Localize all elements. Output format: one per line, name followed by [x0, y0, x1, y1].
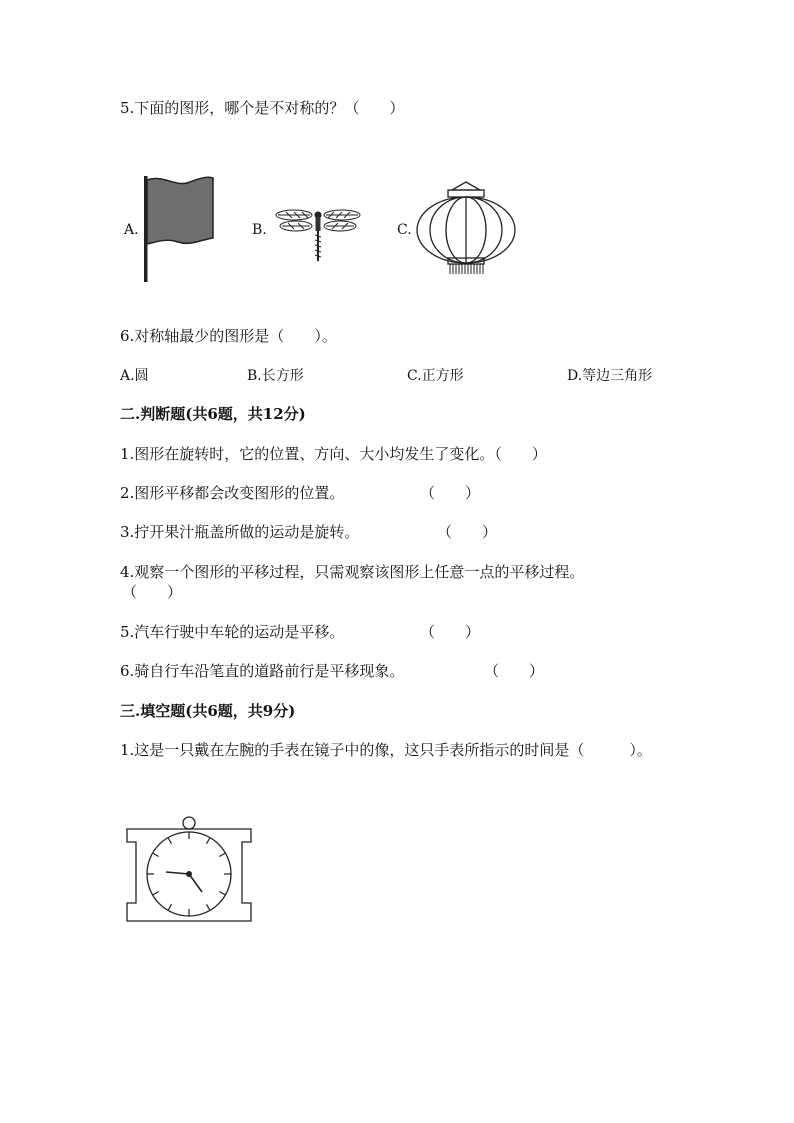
clock-tick [168, 904, 172, 910]
clock-tick [168, 838, 172, 844]
section2-heading: 二.判断题(共6题，共12分) [120, 405, 306, 423]
section3-heading: 三.填空题(共6题，共9分) [120, 702, 296, 720]
s2-item-4-paren: （ ） [122, 583, 183, 601]
clock-tick [219, 892, 225, 896]
flag-icon [138, 172, 218, 284]
s2-item-3-paren: （ ） [437, 523, 498, 541]
q6-option-a: A.圆 [120, 368, 149, 384]
q6-option-c: C.正方形 [407, 368, 464, 384]
s3-item-1: 1.这是一只戴在左腕的手表在镜子中的像，这只手表所指示的时间是（ ）。 [120, 741, 652, 759]
clock-tick [207, 838, 211, 844]
q6-option-b: B.长方形 [247, 368, 304, 384]
s2-item-5: 5.汽车行驶中车轮的运动是平移。 [120, 623, 345, 641]
q6-text: 6.对称轴最少的图形是（ ）。 [120, 327, 337, 345]
q5-label-a: A. [124, 222, 139, 238]
s2-item-2: 2.图形平移都会改变图形的位置。 [120, 484, 345, 502]
q5-label-b: B. [252, 222, 267, 238]
s2-item-6-paren: （ ） [484, 662, 545, 680]
s2-item-3: 3.拧开果汁瓶盖所做的运动是旋转。 [120, 523, 360, 541]
q5-text: 5.下面的图形，哪个是不对称的？（ ） [120, 99, 405, 117]
s2-item-2-paren: （ ） [420, 484, 481, 502]
clock-tick [207, 904, 211, 910]
lantern-icon [414, 180, 518, 276]
dragonfly-icon [272, 205, 364, 263]
q5-label-c: C. [397, 222, 412, 238]
clock-tick [153, 892, 159, 896]
s2-item-1: 1.图形在旋转时，它的位置、方向、大小均发生了变化。（ ） [120, 445, 547, 463]
s2-item-4: 4.观察一个图形的平移过程，只需观察该图形上任意一点的平移过程。 [120, 563, 585, 581]
s2-item-6: 6.骑自行车沿笔直的道路前行是平移现象。 [120, 662, 405, 680]
q6-option-d: D.等边三角形 [567, 368, 653, 384]
clock-tick [219, 853, 225, 857]
clock-tick [153, 853, 159, 857]
s2-item-5-paren: （ ） [420, 623, 481, 641]
watch-icon [124, 816, 254, 924]
